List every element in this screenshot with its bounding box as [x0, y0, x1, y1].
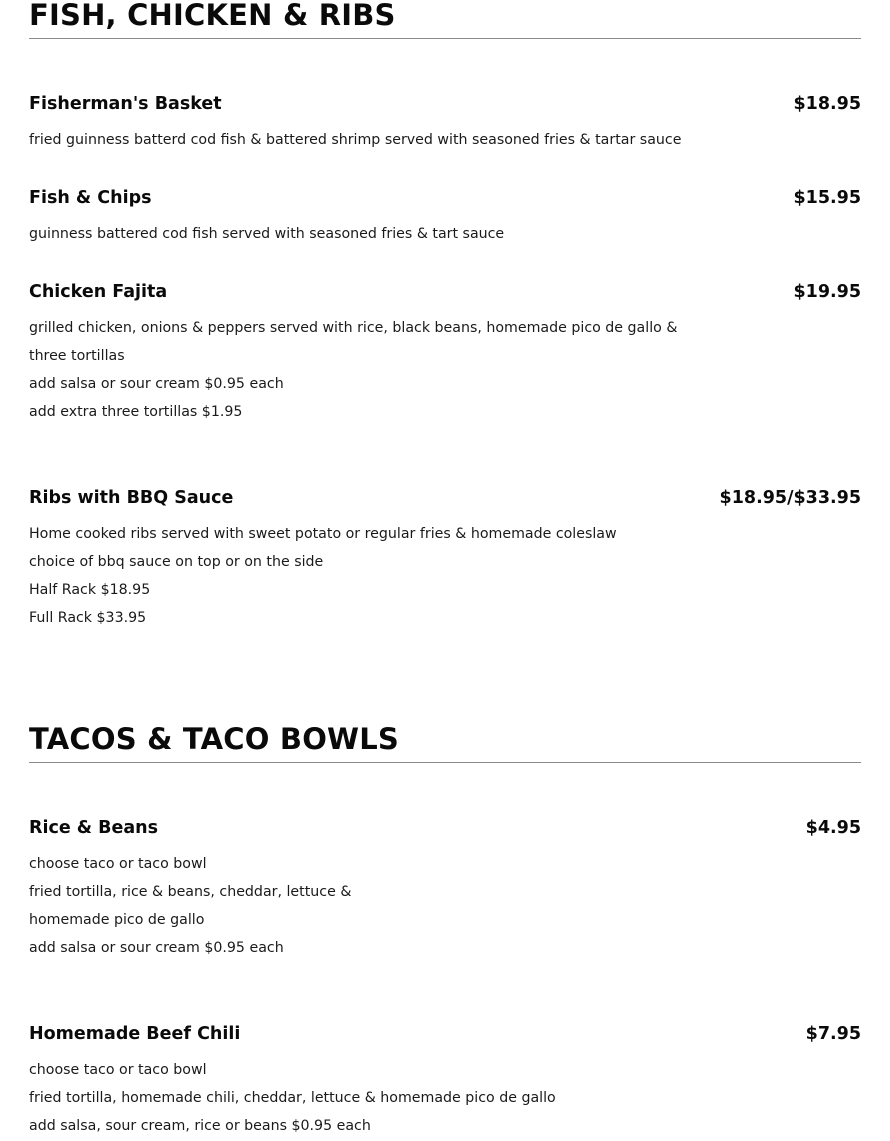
- item-description: choose taco or taco bowl: [29, 1062, 207, 1078]
- item-description: fried tortilla, rice & beans, cheddar, lettuce &: [29, 884, 352, 900]
- item-name: Ribs with BBQ Sauce: [29, 488, 234, 508]
- section-header-tacos: [29, 721, 861, 763]
- item-addon: add salsa or sour cream $0.95 each: [29, 376, 284, 392]
- item-description: fried tortilla, homemade chili, cheddar, lettuce & homemade pico de gallo: [29, 1090, 556, 1106]
- item-addon: add extra three tortillas $1.95: [29, 404, 243, 420]
- item-description: homemade pico de gallo: [29, 912, 205, 928]
- item-price: $4.95: [805, 818, 861, 838]
- item-name: Rice & Beans: [29, 818, 159, 838]
- item-description: guinness battered cod fish served with seasoned fries & tart sauce: [29, 226, 505, 242]
- menu-item-ribs-bbq: [29, 488, 861, 632]
- section-header-fish-chicken-ribs: [29, 0, 861, 39]
- item-description: choice of bbq sauce on top or on the side: [29, 554, 324, 570]
- item-description: Home cooked ribs served with sweet potato or regular fries & homemade coleslaw: [29, 526, 617, 542]
- item-price: $18.95/$33.95: [719, 488, 861, 508]
- item-addon: add salsa, sour cream, rice or beans $0.95 each: [29, 1118, 371, 1134]
- item-description: choose taco or taco bowl: [29, 856, 207, 872]
- item-description: three tortillas: [29, 348, 125, 364]
- section-title: FISH, CHICKEN & RIBS: [29, 0, 396, 32]
- item-price: $15.95: [793, 188, 861, 208]
- menu-item-homemade-beef-chili: [29, 1024, 861, 1140]
- item-name: Fisherman's Basket: [29, 94, 222, 114]
- section-title: TACOS & TACO BOWLS: [29, 722, 399, 756]
- item-option: Full Rack $33.95: [29, 610, 147, 626]
- item-addon: add salsa or sour cream $0.95 each: [29, 940, 284, 956]
- menu-item-fishermans-basket: [29, 94, 861, 154]
- item-price: $18.95: [793, 94, 861, 114]
- item-option: Half Rack $18.95: [29, 582, 151, 598]
- item-price: $19.95: [793, 282, 861, 302]
- item-name: Chicken Fajita: [29, 282, 168, 302]
- menu-item-chicken-fajita: [29, 282, 861, 426]
- menu-item-rice-and-beans: [29, 818, 861, 962]
- item-description: grilled chicken, onions & peppers served with rice, black beans, homemade pico de gallo &: [29, 320, 678, 336]
- item-name: Homemade Beef Chili: [29, 1024, 241, 1044]
- item-price: $7.95: [805, 1024, 861, 1044]
- menu-item-fish-and-chips: [29, 188, 861, 248]
- item-name: Fish & Chips: [29, 188, 152, 208]
- item-description: fried guinness batterd cod fish & battered shrimp served with seasoned fries & tartar sauce: [29, 132, 682, 148]
